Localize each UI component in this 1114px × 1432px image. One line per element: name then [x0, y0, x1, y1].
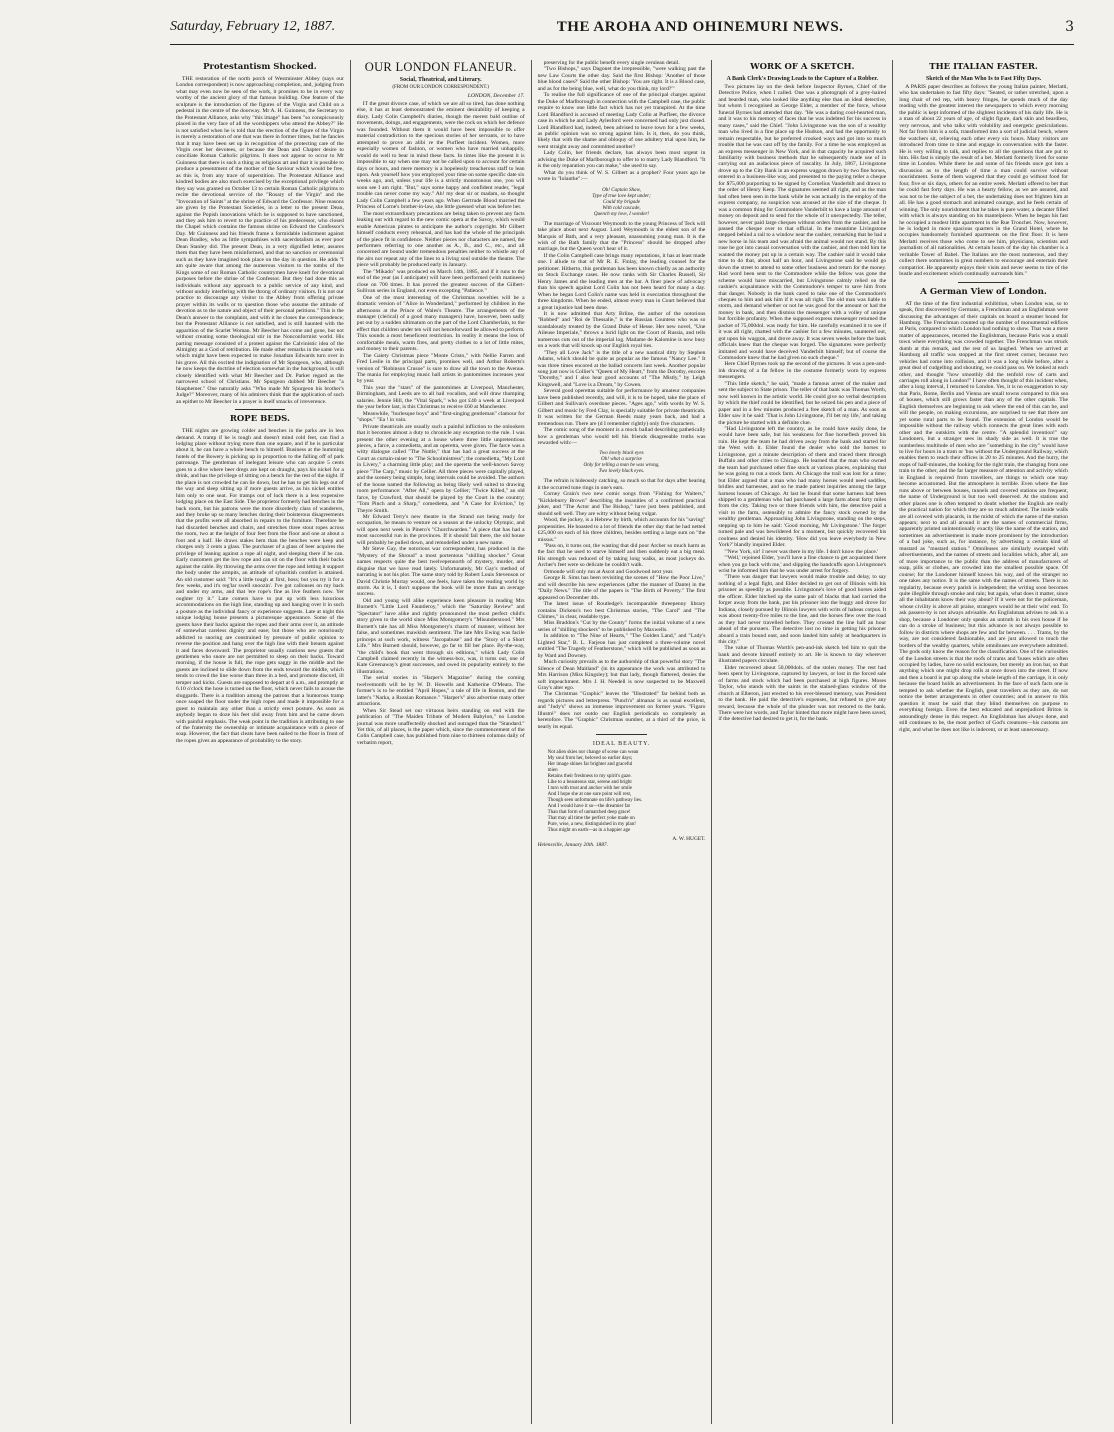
article-paragraph: Private theatricals are usually such a painful infliction to the onlookers that it becomes almost a duty to chronicle any exception to the rule. I was present the other evening at a house where three little unpretentious pieces, a farce, a comedietta, and an operetta, were given. The farce was a witty dialogue called "The Nuttle," that has had a great success at the Court as curtain-raiser to "The Schoolmistress"; the comedietta, "My Lord in Livery," a charming little play; and the operetta the well-known Savoy piece "The Carp," music by Cellier. All three pieces were capitally played, and the scenery being simple, long intervals could be avoided. The authors of the house named the following as being likely well suited to drawing room performance: "After All," opera by Cellier; "Twice Killed," an old farce, by Crawford, that should be played by the Court in the country; "Tom Pinch and a Sharp," comedietta, and "A Case for Eviction," by Theyre Smith.	[356, 423, 525, 514]
header-rule	[170, 44, 1074, 45]
verse-line: Oh! what a surprise	[601, 456, 642, 463]
article-paragraph: The refrain is hideously catching, so much so that for days after hearing it the occurred tune rings in one's ears.	[537, 478, 706, 491]
poem-line: My soul from her, beloved so earlier days;	[547, 756, 633, 762]
article-paragraph: "This little sketch," he said, "made a famous arrest of the maker and sent the subject to State prison. The teller of that bank was Thomas Worth, now well known in the artistic world. He could give no verbal description by which the thief could be identified, but he seized his pen and a piece of paper and in a few minutes produced a free sketch of a man. As soon as Elder saw it he said: 'That is John Livingstone, I'll bet my life,' and taking the picture he started with a definite clue.	[718, 380, 887, 426]
article-paragraph: A PARIS paper describes as follows the young Italian painter, Merlatti, who has undertaken to fast fifty days: "Seated, or rather stretched, upon a long chair of red rep, with heavy fringes, he spends much of the day reading with the greatest interest the newspapers to which every morning the public is kept informed of the slightest incidents of his daily life. He is a man of about 22 years of age, of slight figure, dark skin and beardless, very nervous, and who talks with volubility and energetic gesticulations. Not far from him is a sofa, transformed into a sort of judicial bench, where the watchers sit, relieving each other every six hours. Many visitors are introduced from time to time and engage in conversation with the faster. He is very willing to talk, and replies to all the questions that are put to him. His fast is simply the result of a bet. Merlatti formerly lived for some time in London. While there he and some of his friends once got into a discussion as to the length of time a man could survive without nourishment. Some of them wagered that they could go without food for four, five or six days, others for an entire week. Merlatti offered to bet that he could fast forty days. He was a hearty fellow, as we are assured, and was not to be the subject of a bet, the undertaking does not frighten him at all. He has a good stomach and animated courage, and he feels certain of winning. The only nourishment that he takes is pure water, a decanter filled with which is always standing on his mantelpiece. When he began his fast he occupied a modest little apartment in the Rue Tronchet. Now, however, he is lodged in more spacious quarters in the Grand Hotel, where he occupies handsomely furnished apartments on the first floor. It is here Merlatti receives those who come to see him, physicians, scientists and journalists of all nationalities. At certain hours of the day his chamber is a veritable Tower of Babel. The Italians are the most numerous, and they collect there sometimes in great numbers to encourage and entertain their compatriot. He apparently enjoys their visits and never seems to tire of the bustle and excitement which continually surrounds him."	[899, 84, 1068, 278]
poem-line: And I hope she at one sure point will rest,	[547, 792, 632, 798]
dateline: LONDON, December 17.	[467, 93, 525, 99]
column-3	[532, 60, 713, 1424]
article-paragraph: If the Colin Campbell case brings many reputations, it has at least made one. I allude to that of Mr R. E. Finlay, the leading counsel for the petitioner. Hitherto, this gentleman has been known chiefly as an authority on Stock Exchange cases. He now ranks with Sir Charles Russell, Sir Henry James and the leading men at the bar. A finer piece of advocacy than his speech against Lord Colin has not been heard for many a day. When he began Lord Colin's name was held in execration throughout the three kingdoms. When he ended, almost every man in Court believed that a great injustice had been done.	[537, 252, 706, 311]
columns	[170, 60, 1074, 1424]
article-paragraph: In addition to "The Nine of Hearts," "The Golden Land," and "Lady's Lighted Star," B. L. Farjeon has just completed a three-volume novel entitled "The Tragedy of Featherstone," which will be published as soon as by Ward and Downey.	[537, 633, 706, 659]
column-4	[712, 60, 893, 1424]
article-paragraph: Several good operettas suitable for performance by amateur companies have been published recently, and will, it is to be hoped, take the place of Gilbert and Sullivan's overdone pieces. "Ages ago," with words by W. S. Gilbert and music by Fred Clay, is specially suitable for private theatricals. It was written for the German Reeds many years back, and had a tremendous run. There are (d I remember rightly) only five characters.	[537, 388, 706, 427]
verse-line: Two lovely black eyes	[599, 450, 644, 457]
poem-line: Pure, wise, a new, distinguished in my plan!	[547, 822, 636, 828]
article-paragraph: The serial stories in "Harper's Magazine" during the coming twelvemonth will be by W. D. Howells and Katherine O'Meara. The former's is to be entitled "April Hopes," a tale of life in Boston, and the latter's "Narka, a Russian Romance." "Harper's" also advertise many other attractions.	[356, 675, 525, 708]
headline-london-flaneur: OUR LONDON FLANEUR.	[364, 60, 517, 74]
verse-line: Quench my love, I wonder!	[593, 210, 650, 217]
article-paragraph: The value of Thomas Worth's pen-and-ink sketch led him to quit the bank and devote himself entirely to art. He is known to day wherever illustrated papers circulate.	[718, 645, 887, 665]
article-paragraph: "There was danger that lawyers would make trouble and delay, to say nothing of a legal fight, and Elder decided to get out of Illinois with his prisoner as speedily as possible. Livingstone's love of good horses aided the officer. Elder hitched up the same pair of blacks that had carried the forger away from the bank, put his prisoner into the buggy and drove for Indiana, closely pursued by Illinois lawyers with writs of habeas corpus. It was about twenty-five miles to the line, and the horses flew over the road as they had never travelled before. They crossed the line half an hour ahead of the pursuers. The detective lost no time in getting his prisoner aboard a train bound east, and soon landed him safely at headquarters in this city."	[718, 574, 887, 645]
verse-line: Type of true love kept under;	[592, 192, 651, 199]
poem	[538, 750, 706, 834]
headline-rope-beds: ROPE BEDS.	[229, 414, 290, 425]
article-paragraph: "Two Bishops," says Dagonet the irrepressible, "were walking past the new Law Courts the other day. Said the first Bishop: 'Another of those blue blood cases?' Said the other Bishop: 'You are right. It is a Blood case, and as for the being blue, well, what do you think, my lord?'"	[537, 66, 706, 92]
article-paragraph: THE nights are growing colder and benches in the parks are in less demand. A tramp if he is tough and doesn't mind cold feet, can find a lodging place without trying more than one square, and if he is particular about it, he can have a whole bench to himself. Business at the humming hotels of the Bowery is picking up in proportion to the falling off of park patronage. The gentleman of inelegant leisure who can acquire 5 cents goes to a dive where beer dregs are kept on draught, pays his nickel for a drink, and has the privilege of sitting on a bench for the rest of the night. If the place is not crowded he can lie down, but he has to get his legs out of the way and sleep sitting up if more guests arrive, as his nickel entitles him only to one seat. For tramps out of luck there is a less expensive lodging place on the East Side. The proprietor formerly had benches in the back room, but his patrons were the more disorderly class of wanderers, and they broke up so many benches during their boisterous disagreements that the profits were all absorbed in repairs to the furniture. Therefore he had discarded benches and chairs, and stretches three stout ropes across the room, two at the height of four feet from the floor and one at about a foot and a half. He draws stakes hem than the benches were keep and charges only 3 cents a glass. The purchaser of a glass of beer acquires the privilege of leaning against a rope all night, and sleeping there if he can. Early customers get the low rope and can sit on the floor with their backs against the cable. By throwing the arms over the rope and letting it support the body under the armpits, an attitude of sybaritish comfort is attained. An old customer said: "It's a little tough at first, boss; but you try it for a few weeks, and it's reg'lar swell snoozin'. I've got callouses on my back and under my arms, and that 'ere rope's fine as live feathers now. Yer oughter try it." Late comers have to put up with less luxurious accommodations on the high line, standing up and hanging over it in such a posture as the individual fancy or experience suggests. Late at night this unique lodging house presents a picturesque appearance. Some of the guests have their backs against the ropes and their arms over it, an attitude of somewhat careless dignity and ease; but those who are notoriously addicted to snoring are constrained by pressure of public opinion to reverse the position and hang over the high line with their breasts against it and faces downward. The proprietor usually cautions new guests that gentlemen who snore are not permitted to sleep on their backs. Toward morning, if the house is full, the rope gets saggy in the middle and the guests are inclined to slide down from the ends toward the middle, which tends to crowd the line worse than three in a bed, and promote discord, ill temper and kicks. Guests are supposed to depart at 6 a.m., and promptly at 6.10 o'clock the hose is turned on the floor, which never fails to arouse the sluggards. There is a tradition among the patrons that a humorous tramp once soaped the floor under the high ropes and made it impossible for a guest to maintain any other than a strictly erect posture. As soon as anybody began to doze his feet slid away from him and he came down with painful emphasis. The weak point in the tradition is attributing to one of the fraternity the ownership or intimate acquaintance with a piece of soap. However, the fact that cleats have been nailed to the floor in front of the ropes gives an appearance of probability to the story.	[176, 428, 344, 744]
article-paragraph: Ormonde will only run at Ascot and Goodwood next year.	[543, 568, 674, 575]
article-paragraph: Miss Braddon's "Cut by the County" forms the initial volume of a new series of "shilling shockers" to be published by Maxwells.	[537, 620, 706, 633]
article-paragraph: Mr Edward Terry's new theatre in the Strand not being ready for occupation, he means to venture on a season at the unlucky Olympic, and will open next week in Pinero's "Churchwarden." A piece that has had a most successful run in the provinces. If it should fail there, the old house will probably be pulled down, and remodelled under a new name.	[356, 514, 525, 546]
verse-iolanthe	[538, 187, 706, 217]
article-paragraph: preserving for the public benefit every single cerulean detail.	[543, 60, 680, 66]
poem-line: That may all time the perfect yoke made on	[547, 816, 635, 822]
article-paragraph: Mr Steve Gay, the notorious war correspondent, has produced in the "Mystery of the Shroud" a most portentous "shilling shocker." Great names respects quite the best twelvepennorth of mystery, murder, and disguise that we have read lately. Unfortunately, Mr Gay's method of narrating is not his plot. The same story told by Robert Louis Stevenson or David Christie Murray would, one feels, have taken the reading world by storm. As it is, I don't suppose the book will be more than an average success.	[356, 546, 525, 598]
subhead-social: Social, Theatrical, and Literary.	[399, 77, 482, 83]
article-paragraph: Meanwhile, "burlesque boys" and "first-singing gentleman" clamour for "shops." "Ea ! in vain.	[356, 410, 525, 424]
poem-line: I turn with trust and anchor with her smile	[547, 786, 633, 792]
page-number: 3	[1065, 19, 1074, 35]
article-paragraph: Elder recovered about 50,000dols. of the stolen money. The rest had been spent by Livingstone, captured by lawyers, or lost in the forced sale of farms and stock which had been purchased at high figures. Moses Taylor, who stands with the saints in the stained-glass window of the church at Elberon, just erected to his ever-blessed memory, was President to the bank. He paid the detective's expenses, but refused to give any reward, because the whole of the plunder was not restored to the bank. There were hot words, and Taylor hinted that more might have been saved, if the detective had desired to get it, for the bank.	[718, 664, 887, 723]
poem-line: And I would have it so—the dreamier far	[547, 804, 631, 810]
verse-line: Could thy brigade	[602, 198, 641, 205]
correspondent-note: (FROM OUR LONDON CORRESPONDENT.)	[392, 85, 489, 90]
article-paragraph: Much curiosity prevails as to the authorship of that powerful story "The Silence of Dean Maitland" (in its appearance the work was attributed to Mrs Harrison (Miss Kingsley); but that lady, though flattered, denies the soft impeachment. Mrs J. H. Needell is now suspected to be Maxwell Gray's alter ego.	[537, 659, 706, 691]
article-paragraph: Wood, the jockey, is a Hebrew by birth, which accounts for his "saving" propensities. He boasted to a lot of friends the other day that he had netted £25,000 on each of his three children, besides settling a large sum on "the missus."	[537, 517, 706, 543]
article-paragraph: Lady Colin, her friends declare, has always been most urgent in advising the Duke of Marlborough to offer to to marry Lady Blandford. "It is the only reparation you can make," she used to say.	[537, 150, 706, 170]
column-2	[351, 60, 532, 1424]
verse-line: Oh! Captain Shaw,	[602, 186, 641, 193]
poem-title: IDEAL BEAUTY.	[592, 741, 651, 748]
poem-line: mien	[547, 768, 558, 774]
verse-line: Only for telling a man he was wrong,	[583, 462, 660, 469]
article-paragraph: The "Mikado" was produced on March 14th, 1885, and if it runs to the end of the year (as I anticipate) will have been performed (with matinees) close on 700 times. It has proved the greatest success of the Gilbert-Sullivan series in England, not even excepting "Patience."	[356, 268, 525, 295]
subhead-fifty-days: Sketch of the Man Who Is to Fast Fifty Days.	[925, 76, 1042, 82]
poem-line: Than that form of unmatched deep grace!	[547, 810, 631, 816]
masthead	[170, 14, 1074, 40]
article-paragraph: "They all Love Jack" is the title of a new nautical ditty by Stephen Adams, which should be quite as popular as the famous "Nancy Lee." It was three times encored at the ballad concerts last week. Another popular song just now is Collier's "Queen of My Heart," from the Dorothy, encores "Dorothy," and I also hear good accounts of "The Mistly," by Leigh Kingswell, and "Love is a Dream," by Cowen.	[537, 349, 706, 388]
article-paragraph: To realise the full significance of one of the principal charges against the Duke of Marlborough in connection with the Campbell case, the public require to know one little fact which has not yet transpired. At the time Lord Blandford is accused of meeting Lady Colin at Purfleet, the divorce case in which he and Lady Aylesford were concerned had only just closed. Lord Blandford had, indeed, been advised to leave town for a few weeks, as public opinion was so strong against him. Is it, then, do you think, likely that with the shame and obloquy of one adultery trial upon him, he went straight away and committed another?	[537, 92, 706, 150]
article-paragraph: "'Well,' rejoined Elder, 'you'll have a fine chance to get acquainted there when you go back with me,' and slipping the handcuffs upon Livingstone's wrist he informed him that he was under arrest for forgery.	[718, 555, 887, 574]
column-1	[170, 60, 351, 1424]
headline-german-view: A German View of London.	[920, 286, 1047, 297]
subhead-bank-clerk: A Bank Clerk's Drawing Leads to the Capture of a Robber.	[726, 76, 879, 82]
article-paragraph: What do you think of W. S. Gilbert as a prophet? Four years ago he wrote in "Iolanthe":—	[537, 169, 706, 183]
article-separator	[958, 282, 1009, 283]
headline-italian-faster: THE ITALIAN FASTER.	[929, 62, 1038, 72]
article-separator	[235, 409, 285, 410]
column-5	[893, 60, 1074, 1424]
issue-date: Saturday, February 12, 1887.	[170, 19, 336, 34]
verse-line: Two lovely black eyes.	[598, 468, 645, 475]
poem-line: Retains their freshness to my spirit's gaze.	[547, 774, 632, 780]
poem-place-date: Helensville, January 20th. 1887.	[537, 842, 608, 849]
poem-signature: A. W. HUGET.	[672, 836, 706, 843]
article-paragraph: The marriage of Viscount Weymouth to the young Princess of Teck will take place about next August. Lord Weymouth is the eldest son of the Marquis of Bath, and a very pleasant, unassuming young man. It is the wish of the Bath family that the "Princess" should be dropped after marriage, but the Queen won't hear of it.	[537, 220, 706, 253]
article-paragraph: The latest issue of Routledge's incomparable threepenny library contains Dickens's two best Christmas stories, "The Carol" and "The Chimes," in clear, readable type.	[537, 601, 706, 620]
poem-line: Not alien skies nor change of scene can wean	[547, 750, 639, 756]
article-paragraph: THE restoration of the north porch of Westminster Abbey (says our London correspondent) is now approaching completion, and, judging from what may even now be seen of the work, it promises to be in every way worthy of the ancient glory of that famous building. One feature of the sculpture is the introduction of the figures of the Virgin and Child on a pedestal in the centre of the doorway. Mr A. H. Guinness, the Secretary to the Protestant Alliance, asks why "this image" has been "so conspicuously placed in the very face of all the worshippers who attend the Abbey?" He is not satisfied when he is told that the erection of the figure of the Virgin is merely a restoration of one that was there in former times, but he fancies that it may have been set up in recognition of the protecting care of the Virgin over her devotees, or because the Dean and Chapter desire to conciliate Roman Catholic pilgrims. It does not appear to occur to Mr Guinness that there is such a thing as religious art and that it is possible to produce a presentment of the mother of the Saviour which would be free, as this is, from any trace of superstition. The Protestant Alliance and kindred bodies are also much exercised by the exceptional privilege which they say was granted on October 13 to certain Roman Catholic pilgrims to recite the devotional service of the "Rosary of the Virgin" and the "Invocation of Saints" at the shrine of Edward the Confessor. Nine reasons are given by the Protestant Societies, in a letter to the present Dean, against the Popish innovations which he is supposed to have sanctioned, and they ask him to revert to the practice of his predecessor, who closed the Chapel which contains the famous shrine on Edward the Confessor's Day. Mr Guinness and his friends frame a formidable indictment against Dean Bradley, who as little sympathises with sacerdotalism as ever poor Dean Stanley did. The present Dean, in a very dignified letter, assures them that they have been misinformed, and that no sanction or ceremonial such as they have imagined took place on the day in question. He adds "I am quite aware that among the numerous visitors to the tombs of the Kings some of our Roman Catholic countrymen have knelt for devotional purposes before the shrine of the Confessor. But they had done this as individuals without any approach to a public service of any kind, and without unduly interfering with the throng of ordinary visitors. It is not our practice to discourage any visitor to the Abbey from offering private prayer within its walls or to question those who assume the attitude of devotion as to the nature and object of their personal petitions." This is the Dean's answer to the complaint, and with it he closes the correspondence; but the Protestant Alliance is not satisfied, and is still haunted with the apparition of the Scarlet Woman. Mr Beecher has come and gone, but not without creating some theological stir in the Nonconformist world. His parting message consisted of a protest against the Calvinistic idea of the Almighty as a God of retribution. He made other remarks in the same vein which might have been expected to make Jonathan Edwards turn over in his grave. All this excited the indignation of Mr Spurgeon, who, although he now keeps the doctrine of election somewhat in the background, is still closely identified with what Mr Beecher and Dr. Parker regard as the narrowest school of Christians. Mr Spurgeon dubbed Mr Beecher "a blasphemer." One naturally asks "Who made Mr Spurgeon his brother's Judge?" Moreover, many of his admirers think that the application of such an epithet to Mr Beecher in a prayer is itself smacks of irreverence.	[176, 76, 344, 405]
article-paragraph: The most extraordinary precautions are being taken to prevent any facts leaking out with regard to the new comic opera at the Savoy, which would enable American pirates to anticipate the author's copyright. Mr Gilbert himself conducts every rehearsal, and has had the whole of the principals of the piece fit in confidence. Neither pieces nor characters are named, the performers referring to one another as A., B., and C., etc., and all concerned are bound under tremendous penalties neither to whistle any of the airs nor repeat any of the lines to a living soul outside the theatre. The piece will probably be produced early in January.	[356, 210, 525, 269]
article-paragraph: "Pass on, it turns out, the wasting that did poor Archer so much harm as the fact that he used to starve himself and then suddenly eat a big meal. His strength was reduced of by taking long walks, as most jockeys do. Archer's feet were so delicate he couldn't walk.	[537, 543, 706, 569]
article-paragraph: When Sir Stead set our virtuous heirs standing on end with the publication of "The Maiden Tribute of Modern Babylon," no London journal was more unaffectedly shocked and outraged than the "Standard." Yet this, of all places, is the paper which, since the commencement of the Colin Campbell case, has published from nine to thirteen columns daily of verbatim report,	[356, 707, 525, 746]
article-paragraph: "Had Livingstone left the country, as he could have easily done, he would have been safe, but his weakness for fine horseflesh proved his ruin. He kept the team he had driven away from the bank and started for the West with it. Elder found the dealer who sold the horses to Livingstone, got a minute description of them and traced them through Buffalo and other cities to Chicago. He learned that the man who owned the team had purchased other fine stock at various places, explaining that he was going to run a stock farm. At Chicago the trail was lost for a time; but Elder argued that a man who had many horses would need saddles, bridles and harnesses, and so he made patient inquiries among the large harness houses of Chicago. At last he found that some harness had been shipped to a gentleman who had purchased a large farm about forty miles from the city. Taking two or three friends with him, the detective paid a visit to the farm, ostensibly to admire the fancy stock owned by the wealthy gentleman. Approaching John Livingstone, standing on the steps, stepping up to him he said: 'Good morning, Mr Livingstone.' The forger turned pale and was bewildered for a moment, but quickly recovered his coolness and denied his identity. 'How did you leave everybody in New York?' blandly inquired Elder.	[718, 426, 887, 549]
article-paragraph: The Christmas "Graphic" leaves the "Illustrated" far behind both as regards pictures and letterpress. "Punch's" almanac is as usual excellent, and "Judy's" shows an immense improvement on former years. "Figaro Illustré" does not outdo our English periodicals so completely as heretofore. The "Graphic" Christmas number, at a third of the price, is nearly its equal.	[537, 691, 706, 730]
headline-work-of-sketch: WORK OF A SKETCH.	[750, 62, 855, 72]
article-paragraph: George R. Sims has been revisiting the scenes of "How the Poor Live," and will describe his new experiences (after the manner of Dante) in the "Daily News." The title of the papers is "The Birth of Poverty." The first appeared on December 4th.	[537, 575, 706, 601]
headline-protestantism: Protestantism Shocked.	[203, 62, 317, 72]
article-paragraph: AT the time of the first industrial exhibition, when London was, so to speak, first discovered by Germans, a Frenchman and an Englishman were discussing the advantages of their capitals on board a steamer bound for Hamburg. The Frenchman counted up the number of monumental edifices at Paris, compared to which London had nothing to show. That was a mere matter of appearances, retorted the Englishman, because Paris was a small town where everything was crowded together. The Frenchman was struck dumb at this remark, and the rest of us laughed. When we arrived at Hamburg all traffic was stopped at the first street corner, because two vehicles had come into collision, and it was a long while before, after a great deal of cudgelling and shouting, we could pass on. We looked at each other, and thought "how smoothly did the tenfold row of carts and carriages roll along in London!" I have often thought of this incident when, after a long interval, I returned to London. Yes, it is no exaggeration to say that Paris, Rome, Berlin and Vienna are small towns compared to this sea of houses, which still grows faster than any of the other capitals. The English themselves are beginning to ask where the end of this can be, and will the people, on making excursions, are surprised to see that there are yet some rural parts to be found. The extension of London would be impossible without the railway which connects the great lines with each other and the outskirts with the centre. "A splendid invention!" say Londoners, but a stranger sees its shady side as well. It is true the numberless multitude of men who are "something in the city" would have to live for hours in a tram or 'bus without the Underground Railway, which enables them to reach their offices in 20 to 25 minutes. And the hurry, the stops of half-minutes, the looking for the right train, the changing from one train to the other, and the far larger measure of attention and activity which in England is required from travellers, are things to which one may become accustomed. But the atmosphere is terrible. Even where the line runs above or between houses, tunnels and covered stations are frequent, the name of Underground is but too well deserved. At the stations and other places one is often tempted to doubt whether the English are really the practical nation for which they are so much admired. The inside walls are all covered with placards, in the midst of which the name of the station appears; next to and all around it are the names of commercial firms, apparently printed unintentionally exactly like the name of the station, and sometimes an advertisement is made more prominent by the introduction of a bad joke, such as, for instance, by advertising a certain kind of mustard as "mustard station." Omnibuses are similarly swamped with advertisements, and the names of streets and localities which, after all, are of more importance to the public than the address of manufacturers of soap, pills or clothes, are crowded into the smallest possible space. Of course; for the Londoner himself knows his way, and of the stranger no one takes any notice. It is the same with the names of streets. There is no regularity, because every parish is independent; the writing soon becomes quite illegible through smoke and rain; but again, what does it matter, since all the inhabitants know their way about? If it were not for the policeman, whose civility is above all praise, strangers would be at their wits' end. To ask passers-by is not always advisable. An Englishman advises to ask in a shop, because a Londoner only speaks an untruth in his own house if he can do a stroke of business; but this advance is not always possible to follow in districts where shops are few and far between. . . . Trams, by the way, are not considered fashionable, and are just allowed to touch the borders of the wealthy quarters, while omnibuses are everywhere admitted. The gods only know the reason for the classification. One of the curiosities of the London streets is that the roofs of trams and 'buses which are often occupied by ladies, have no solid enclosure, but merely an iron bar, so that anything which one might drop rolls at once down into the street. If now and then a board is put up along the whole length of the carriage, it is only because the board holds an advertisement. In the face of such facts one is tempted to ask whether the English, great travellers as they are, do not notice the better arrangements in other countries; and in answer to this question it must be said that they blind themselves on purpose to everything foreign. Even the best educated and unprejudiced Briton is astoundingly dense in this respect. An Englishman has always done, and still continues to be, the most perfect of God's creatures—his customs are right, and what he does not like is indecent, or at least unnecessary.	[899, 300, 1068, 733]
verse-black-eyes	[538, 450, 706, 474]
article-paragraph: Old and young will alike experience keen pleasure in reading Mrs Burnett's "Little Lord Fauntleroy," which the "Saturday Review" and "Spectator" have alike and rightly pronounced the most perfect child's story given to the world since Miss Montgomery's "Misunderstood." Mrs Burnett's tale has all Miss Montgomery's charm of manner, without her false, and sometimes mawkish sentiment. The late Mrs Ewing was facile princeps at such work, witness "Jacopabuse" and the "Story of a Short Life." Mrs Burnett should, however, go far to fill her place. By-the-way, "the child's book that went through six editions," which Lady Colin Campbell claimed recently in the witness-box, was, it turns out, one of Kate Greenaway's great successes, and owed its popularity entirely to the illustrations.	[356, 597, 525, 675]
article-paragraph: "'New York, sir! I never was there in my life. I don't know the place.'	[724, 548, 879, 555]
article-paragraph: One of the most interesting of the Christmas novelties will be a dramatic version of "Alice in Wonderland," performed by children in the afternoons at the Prince of Wales's Theatre. The arrangements of the manager (clerical) of a good many managers) have, however, been sadly put out by a sudden ultimatum on the part of the Lord Chamberlain, to the effect that children under ten will not henceforward be allowed to perform. This sounds a most beneficent restriction. In reality it means the loss of comfortable meals, warm fires, and pretty clothes to a lot of little mites, and money to their parents.	[356, 294, 525, 353]
article-paragraph: IT the great divorce case, of which we are all so tired, has done nothing else, it has at least demonstrated the eminent desirability of keeping a diary. Lady Colin Campbell's diaries, though the merest bald outline of movements, doings, and engagements, were the rock on which her defence was founded. Without them it would have been impossible to offer material contradiction to the specious stories of her servants, or to have attempted to prove an alibi re the Purfleet incident. Women, more especially women of fashion, or women who have married unhappily, would do well to bear in mind these facts. In times like the present it is impossible to say when one may not be called upon to account for certain days or hours, and mere memory is a hopelessly treacherous staff to lean upon. Ask yourself how you employed your time on some specific date six weeks ago, and, unless your life is a strictly monotonous one, you will soon see I am right. "But," says some happy and confident reader, "legal trouble can never come my way." Ah! my dear sir or madam, so thought Lady Colin Campbell a few years ago. When Gertrude Blood married the Princess of Lorne's brother-in-law, she little guessed what was before her.	[356, 101, 525, 211]
poem-line: Though seen unfortunate on life's pathway lies.	[547, 798, 643, 804]
article-paragraph: Here Chief Byrnes took up the second of the pictures. It was a pen-and-ink drawing of a fat fellow in the costume formerly worn by express messengers.	[718, 361, 887, 381]
article-paragraph: Two pictures lay on the desk before Inspector Byrnes, Chief of the Detective Police, when I called. One was a photograph of a grey-haired and bearded man, who looked like anything else than an ideal detective, but whom I recognised as George Elder, a member of the force, whose funeral Byrnes had attended that day. "He was a daring cool-hearted man, and it was to his memory of faces that he was indebted for his success in many cases," said the Chief. "John Livingstone was the son of a wealthy man who lived in a fine place up the Hudson, and had the opportunity to remain respectable, but he preferred crooked ways and got into so much trouble that he was cast off by the family. For a time he was employed as an express messenger in New York, and in that capacity he acquired such familiarity with business methods that he subsequently made use of in carrying out an audacious piece of rascality. In July, 1867, Livingstone drove up to the City Bank in an express waggon drawn by two fine horses, entered in a business-like way, and presented to the paying teller a cheque for $75,000 purporting to be signed by Cornelius Vanderbilt and drawn to the order of Henry Keep. The signatures seemed all right, and as the man had often been seen in the bank while he was actually in the employ of the express company, no suspicion was aroused at the size of the cheque. It was a common thing for Commodore Vanderbilt to have a large amount of money on deposit and to send for the whole of it unexpectedly. The teller, however, never paid large cheques without orders from the cashier, and he passed the cheque over to that official. In the meantime Livingstone stepped behind a rail to a window near the cashier, remarking that he had a new horse in his team and was afraid the animal would not stand. By this ruse he got into casual conversation with the cashier, and then told him he wanted the money put up in a certain way. The cashier said it would take time to do that, about half an hour, and Livingstone said he would go down the street to attend to some other business and return for the money. Had word been sent to the Commodore while the fellow was gone the scheme would have miscarried, but Livingstone calmly relied on the cashier's acquaintance with the Commodore's temper to save him from that danger. Nobody in the bank cared to take one of the Commodore's cheques to him and ask him if it was all right. The old man was liable to storm, and demand whether or not he was good for the amount or had the money in bank, and then dismiss the messenger with a volley of unique but forcible profanity. When the supposed express messenger returned the packet of 75,000dol. was ready for him. He carefully examined it to see if it was all right, chatted with the cashier for a few minutes, sauntered out, got upon his waggon, and drove away. It was seven weeks before the bank officials knew that the cheque was forged. The signatures were perfectly imitated and would have deceived Vanderbilt himself; but of course the Commodore knew that he had given no such cheque."	[718, 84, 887, 362]
verse-line: With cold cascade,	[602, 204, 641, 211]
poem-line: Her image shines far brighter and graceful	[547, 762, 633, 768]
article-paragraph: The comic song of the moment is a mock ballad describing pathetically how a gentleman who would tell his friends disagreeable truths was rewarded with:—	[537, 427, 706, 447]
poem-line: Thus might on earth—as in a happier age	[547, 828, 631, 834]
article-paragraph: The Gaiety Christmas piece "Monte Cristo," with Nellie Farren and Fred Leslie in the principal parts, promises well, and Arthur Roberts's version of "Robinson Crusoe" is sure to draw all the town to the Avenue. The mania for employing music hall artists in pantomimes increases year by year.	[356, 352, 525, 385]
article-separator	[596, 734, 646, 735]
newspaper-title: THE AROHA AND OHINEMURI NEWS.	[556, 18, 844, 35]
article-paragraph: This year the "stars" of the pantomimes at Liverpool, Manchester, Birmingham, and Leeds are to all hail vocalists, and will draw thumping salaries. Jennie Hill, the "Vital Spark," who got £40 a week at Liverpool the year before last, is this Christmas to receive £60 at Manchester.	[356, 384, 525, 411]
poem-line: Like to a beauteous star, serene and bright	[547, 780, 632, 786]
article-paragraph: Corney Grain's two new comic songs from "Fishing for Waiters," "Kickleburry Brown" describing the insanities of a confirmed practical joker, and "The Actor and The Bishop," have just been published, and should sell well. They are witty without being vulgar.	[537, 491, 706, 517]
article-paragraph: It is now admitted that Arty Brline, the author of the notorious "Robbed" and "Roi de Thessalie," is the Russian Countess who was so scandalously treated by the Grand Duke of Hesse. Her new novel, "Une Aileuse Imperiale," throws a lurid light on the Court of Russia, and tells numerous cuts out of the imperial log. Madame de Kalomine is now busy on a work that will knock up our English royal ties.	[537, 310, 706, 350]
